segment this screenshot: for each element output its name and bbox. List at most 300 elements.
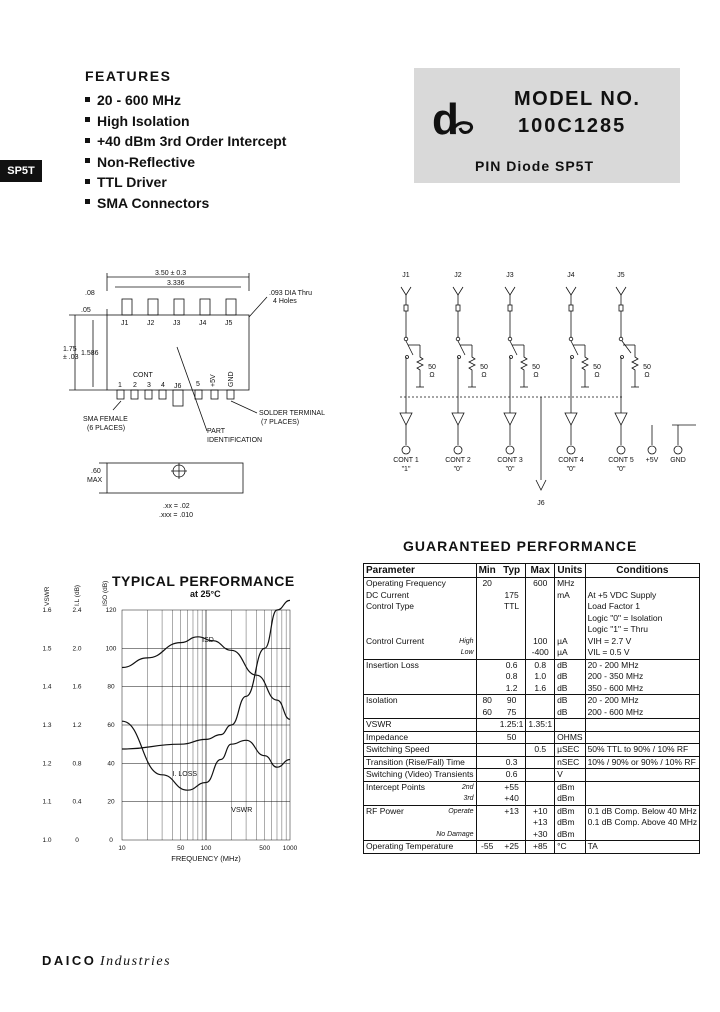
table-row — [364, 841, 700, 854]
performance-chart — [35, 570, 305, 870]
dim-width: 3.50 ± 0.3 — [155, 270, 187, 277]
cont-label: CONT 5 — [608, 457, 634, 464]
cell-units — [555, 601, 586, 613]
param-sub: No Damage — [436, 830, 474, 838]
cell-units: MHz — [555, 578, 586, 590]
cell-min — [476, 659, 498, 671]
sma-connector-icon — [536, 480, 546, 490]
holes-label: .093 DIA Thru — [269, 290, 313, 297]
cell-parameter — [364, 793, 477, 805]
cell-units — [555, 719, 586, 732]
cell-conditions: Logic "1" = Thru — [585, 624, 700, 636]
cell-min — [476, 829, 498, 841]
axis-tick: 1.5 — [42, 645, 52, 653]
outline-pin: J6 — [174, 383, 182, 390]
outline-pin: GND — [228, 371, 235, 387]
cell-typ: +40 — [504, 793, 519, 803]
table-row — [364, 731, 700, 744]
cont-label: CONT 3 — [497, 457, 523, 464]
table-row — [364, 817, 700, 829]
x-tick: 50 — [177, 845, 185, 852]
cell-parameter — [364, 695, 477, 707]
model-label: MODEL NO. — [514, 88, 641, 110]
col-typ: Typ — [498, 564, 526, 578]
bullet-icon — [85, 138, 90, 143]
cell-min: 60 — [476, 707, 498, 719]
cell-parameter — [364, 756, 477, 769]
outline-drawing — [55, 265, 355, 525]
cell-max — [526, 601, 555, 613]
j6-label: J6 — [537, 500, 545, 507]
cell-parameter — [364, 817, 477, 829]
cont-terminal-icon — [402, 446, 410, 454]
sma-connector-icon — [453, 287, 463, 295]
footer-brand — [42, 953, 171, 970]
param-name: Intercept Points — [366, 781, 426, 792]
cell-parameter — [364, 636, 477, 648]
cell-typ — [498, 647, 526, 659]
cell-typ: 1.2 — [505, 682, 518, 693]
cell-conditions: 20 - 200 MHz — [585, 659, 700, 671]
table-row — [364, 578, 700, 590]
diode-icon — [508, 305, 512, 311]
param-name: Impedance — [366, 731, 409, 742]
cell-min — [476, 613, 498, 625]
cell-max — [526, 707, 555, 719]
table-row — [364, 683, 700, 695]
cont-terminal-icon — [506, 446, 514, 454]
cell-conditions: At +5 VDC Supply — [585, 590, 700, 602]
table-row — [364, 671, 700, 683]
col-min: Min — [476, 564, 498, 578]
solder-label: SOLDER TERMINAL — [259, 410, 325, 417]
svg-text:d: d — [432, 98, 459, 142]
cell-typ: 90 — [498, 695, 526, 707]
model-description: PIN Diode SP5T — [475, 158, 595, 174]
daico-logo-icon — [430, 98, 478, 142]
switch-contact — [508, 337, 512, 341]
cell-max — [526, 590, 555, 602]
cell-typ: +55 — [498, 781, 526, 793]
part-id: IDENTIFICATION — [207, 437, 263, 444]
feature-item: TTL Driver — [85, 172, 286, 193]
footer-industries: Industries — [100, 954, 172, 969]
model-number: 100C1285 — [518, 115, 627, 137]
cell-max: 0.8 — [526, 659, 555, 671]
cell-min — [476, 769, 498, 782]
outline-pin: 4 — [161, 382, 165, 389]
resistor-unit: Ω — [594, 372, 600, 379]
resistor-icon — [632, 345, 638, 387]
axis-tick: 100 — [105, 645, 117, 653]
cell-min — [476, 683, 498, 695]
dim-inner: 3.336 — [167, 280, 185, 287]
cell-typ: 175 — [504, 589, 519, 600]
cell-conditions: Load Factor 1 — [585, 601, 700, 613]
driver-triangle-icon — [504, 413, 516, 425]
param-name: Switching (Video) Transients — [366, 769, 474, 779]
feature-item: High Isolation — [85, 111, 286, 132]
cell-parameter — [364, 805, 477, 817]
dim-1586: 1.586 — [81, 350, 99, 357]
col-units: Units — [555, 564, 586, 578]
cell-max: +13 — [526, 817, 555, 829]
cont-terminal-icon — [454, 446, 462, 454]
cell-units: dBm — [555, 829, 586, 841]
resistor-value: 50 — [428, 364, 436, 371]
table-row — [364, 613, 700, 625]
cell-typ: 0.6 — [498, 769, 526, 782]
resistor-icon — [582, 345, 588, 387]
param-sub: 2nd — [461, 783, 474, 791]
axis-tick: 1.3 — [42, 722, 52, 729]
axis-tick: 1.4 — [42, 683, 52, 691]
feature-item: SMA Connectors — [85, 193, 286, 214]
sma-connector-icon — [566, 287, 576, 295]
cell-typ: +25 — [498, 841, 526, 854]
outline-jack: J3 — [173, 320, 181, 327]
dim-05: .05 — [81, 307, 91, 314]
cell-min — [476, 671, 498, 683]
sma-connector-icon — [401, 287, 411, 295]
cell-min — [476, 731, 498, 744]
dim-08: .08 — [85, 290, 95, 297]
series-label: VSWR — [231, 807, 253, 814]
param-name: Operating Temperature — [366, 841, 454, 851]
table-row — [364, 781, 700, 793]
solder-count: (7 PLACES) — [261, 419, 300, 426]
cell-conditions — [585, 769, 700, 782]
table-row — [364, 659, 700, 671]
cell-min — [476, 756, 498, 769]
cell-typ — [498, 744, 526, 757]
cell-typ: TTL — [504, 601, 520, 611]
table-header — [364, 564, 700, 578]
switch-contact — [404, 337, 408, 341]
cell-units — [555, 624, 586, 636]
param-name: DC Current — [366, 589, 409, 600]
cell-units: µA — [555, 647, 586, 659]
resistor-value: 50 — [593, 364, 601, 371]
axis-label: VSWR — [44, 586, 51, 606]
resistor-unit: Ω — [533, 372, 539, 379]
cell-units: dBm — [555, 817, 586, 829]
cont-label: CONT 1 — [393, 457, 419, 464]
cell-typ: 75 — [506, 706, 517, 717]
cell-parameter — [364, 829, 477, 841]
cell-parameter — [364, 659, 477, 671]
cell-max — [526, 624, 555, 636]
cont-value: "0" — [616, 466, 626, 473]
feature-item: 20 - 600 MHz — [85, 90, 286, 111]
cell-conditions — [585, 793, 700, 805]
footer-company: DAICO — [42, 953, 97, 968]
axis-tick: 0.4 — [72, 798, 82, 806]
cell-units: dB — [555, 707, 586, 719]
table-row — [364, 719, 700, 732]
switch-arm — [510, 341, 517, 355]
table-row — [364, 829, 700, 841]
holes-count: 4 Holes — [273, 298, 297, 305]
cell-conditions — [585, 719, 700, 732]
cell-parameter — [364, 707, 477, 719]
x-tick: 1000 — [282, 845, 298, 852]
outline-jack: J5 — [225, 320, 233, 327]
cell-parameter — [364, 744, 477, 757]
resistor-icon — [469, 345, 475, 387]
cell-max — [526, 756, 555, 769]
param-sub: Low — [460, 649, 474, 656]
axis-label: I.L (dB) — [74, 584, 81, 606]
bullet-icon — [85, 179, 90, 184]
cell-min — [476, 647, 498, 659]
cont-terminal-icon — [567, 446, 575, 454]
resistor-unit: Ω — [644, 372, 650, 379]
param-name: Transition (Rise/Fall) Time — [366, 756, 465, 767]
cell-units: dB — [555, 671, 586, 683]
cell-parameter — [364, 719, 477, 732]
dim-height-tol: ± .03 — [63, 354, 79, 361]
resistor-unit: Ω — [481, 372, 487, 379]
axis-tick: 120 — [105, 607, 117, 614]
x-tick: 100 — [200, 845, 212, 852]
axis-tick: 40 — [107, 760, 115, 768]
axis-tick: 0.8 — [72, 760, 82, 768]
cell-conditions: 0.1 dB Comp. Above 40 MHz — [585, 817, 700, 829]
resistor-value: 50 — [480, 364, 488, 371]
cell-max — [526, 695, 555, 707]
diode-icon — [404, 305, 408, 311]
outline-jack: J2 — [147, 320, 155, 327]
cell-max — [526, 731, 555, 744]
axis-tick: 0 — [109, 837, 113, 844]
cell-min — [476, 781, 498, 793]
axis-tick: 1.6 — [72, 683, 82, 691]
switch-contact — [619, 337, 623, 341]
performance-table — [363, 563, 700, 854]
cell-units: °C — [555, 841, 586, 854]
param-sub: Operate — [448, 807, 474, 815]
diode-icon — [456, 305, 460, 311]
dim-height: 1.75 — [63, 346, 77, 353]
switch-contact — [456, 337, 460, 341]
series-label: ISD — [202, 637, 214, 644]
cell-min — [476, 817, 498, 829]
param-name: VSWR — [366, 719, 392, 729]
cell-min — [476, 793, 498, 805]
driver-triangle-icon — [615, 413, 627, 425]
cont-terminal-icon — [617, 446, 625, 454]
cell-parameter — [364, 841, 477, 854]
sma-connector-icon — [505, 287, 515, 295]
cell-units: dBm — [555, 781, 586, 793]
cell-conditions — [585, 781, 700, 793]
cell-max: 1.6 — [526, 683, 555, 695]
axis-tick: 20 — [107, 798, 115, 806]
gnd-label: GND — [670, 457, 686, 464]
outline-jack: J1 — [121, 320, 129, 327]
diode-icon — [569, 305, 573, 311]
resistor-value: 50 — [643, 364, 651, 371]
driver-triangle-icon — [452, 413, 464, 425]
param-name: Control Current — [366, 635, 425, 646]
feature-item: +40 dBm 3rd Order Intercept — [85, 131, 286, 152]
cell-typ: 0.8 — [505, 671, 518, 681]
diode-icon — [619, 305, 623, 311]
cell-conditions: 20 - 200 MHz — [585, 695, 700, 707]
outline-pin: 5 — [196, 381, 200, 388]
cont-label: CONT 4 — [558, 457, 584, 464]
cell-max — [526, 613, 555, 625]
schematic-jack: J2 — [454, 272, 462, 279]
col-max: Max — [526, 564, 555, 578]
side-max: MAX — [87, 477, 103, 484]
cell-conditions: 0.1 dB Comp. Below 40 MHz — [585, 805, 700, 817]
cell-typ — [498, 817, 526, 829]
axis-label: ISO (dB) — [102, 580, 109, 606]
axis-tick: 2.0 — [72, 645, 82, 653]
cell-conditions: 50% TTL to 90% / 10% RF — [585, 744, 700, 757]
cell-parameter — [364, 731, 477, 744]
feature-item: Non-Reflective — [85, 152, 286, 173]
table-row — [364, 744, 700, 757]
param-name: Insertion Loss — [366, 659, 419, 670]
cell-conditions: VIL = 0.5 V — [585, 647, 700, 659]
x-tick: 10 — [118, 845, 126, 852]
cell-parameter — [364, 624, 477, 636]
cell-max — [526, 769, 555, 782]
param-name: Control Type — [366, 601, 415, 611]
cell-max — [526, 781, 555, 793]
cell-min: -55 — [476, 841, 498, 854]
outline-pin: 2 — [133, 382, 137, 389]
cont-label: CONT — [133, 372, 153, 379]
cell-parameter — [364, 769, 477, 782]
schematic-jack: J4 — [567, 272, 575, 279]
model-box — [414, 68, 680, 183]
table-row — [364, 707, 700, 719]
resistor-value: 50 — [532, 364, 540, 371]
axis-tick: 80 — [107, 683, 115, 691]
cell-min — [476, 601, 498, 613]
schematic-jack: J3 — [506, 272, 514, 279]
bullet-icon — [85, 158, 90, 163]
switch-arm — [571, 341, 578, 355]
cell-max: +85 — [526, 841, 555, 854]
series-label: I. LOSS — [172, 771, 198, 778]
table-row — [364, 793, 700, 805]
resistor-icon — [417, 345, 423, 387]
table-row — [364, 769, 700, 782]
cell-typ: +13 — [498, 805, 526, 817]
cell-typ: 1.25:1 — [498, 719, 526, 732]
tolerance-xxx: .xxx = .010 — [159, 512, 194, 519]
x-axis-label: FREQUENCY (MHz) — [171, 854, 241, 863]
cell-conditions — [585, 829, 700, 841]
table-row — [364, 756, 700, 769]
bullet-icon — [85, 97, 90, 102]
cell-max: +10 — [526, 805, 555, 817]
cell-min — [476, 590, 498, 602]
param-name: RF Power — [366, 805, 404, 816]
switch-arm — [622, 341, 631, 353]
outline-pin: 1 — [118, 382, 122, 389]
bullet-icon — [85, 199, 90, 204]
cell-units: µSEC — [555, 744, 586, 757]
cell-conditions: 200 - 350 MHz — [585, 671, 700, 683]
features-title: FEATURES — [85, 68, 172, 84]
schematic-jack: J5 — [617, 272, 625, 279]
cell-conditions: 10% / 90% or 90% / 10% RF — [585, 756, 700, 769]
cell-typ — [498, 578, 526, 590]
cell-conditions: VIH = 2.7 V — [585, 636, 700, 648]
cell-units: mA — [555, 590, 586, 602]
cell-max: 1.35:1 — [526, 719, 555, 732]
gnd-terminal-icon — [674, 446, 682, 454]
part-label: PART — [207, 428, 226, 435]
param-name: Operating Frequency — [366, 578, 446, 588]
chart-title: TYPICAL PERFORMANCE — [112, 573, 295, 589]
chart-subtitle: at 25°C — [190, 589, 221, 599]
side-height: .60 — [91, 468, 101, 475]
switch-contact — [569, 337, 573, 341]
schematic-diagram — [380, 265, 700, 515]
axis-tick: 1.1 — [42, 798, 52, 806]
table-row — [364, 624, 700, 636]
cell-max: 0.5 — [526, 744, 555, 757]
cell-parameter — [364, 590, 477, 602]
cell-units: OHMS — [555, 731, 586, 744]
cell-conditions: 350 - 600 MHz — [585, 683, 700, 695]
cell-min — [476, 636, 498, 648]
axis-tick: 1.6 — [42, 607, 52, 614]
cont-value: "0" — [505, 466, 515, 473]
driver-triangle-icon — [565, 413, 577, 425]
cell-max: 1.0 — [526, 671, 555, 683]
cell-conditions: Logic "0" = Isolation — [585, 613, 700, 625]
table-row — [364, 601, 700, 613]
cell-units: nSEC — [555, 756, 586, 769]
col-parameter: Parameter — [364, 564, 477, 578]
cont-value: "0" — [453, 466, 463, 473]
plus5-terminal-icon — [648, 446, 656, 454]
schematic-jack: J1 — [402, 272, 410, 279]
cell-max: 100 — [526, 636, 555, 648]
bullet-icon — [85, 117, 90, 122]
cell-units: dB — [555, 695, 586, 707]
x-tick: 500 — [259, 845, 271, 852]
cell-parameter — [364, 578, 477, 590]
cell-max: +30 — [526, 829, 555, 841]
cell-units — [555, 613, 586, 625]
axis-tick: 1.2 — [42, 760, 52, 768]
cell-units: µA — [555, 636, 586, 648]
driver-triangle-icon — [400, 413, 412, 425]
table-row — [364, 805, 700, 817]
features-list — [85, 90, 286, 213]
table-row — [364, 647, 700, 659]
cell-min — [476, 719, 498, 732]
cell-units: dB — [555, 683, 586, 695]
axis-tick: 2.4 — [72, 607, 82, 614]
outline-pin: 3 — [147, 382, 151, 389]
switch-arm — [458, 341, 465, 355]
cell-parameter — [364, 613, 477, 625]
outline-jack: J4 — [199, 320, 207, 327]
cell-min — [476, 805, 498, 817]
axis-tick: 1.2 — [72, 722, 82, 729]
table-row — [364, 590, 700, 602]
